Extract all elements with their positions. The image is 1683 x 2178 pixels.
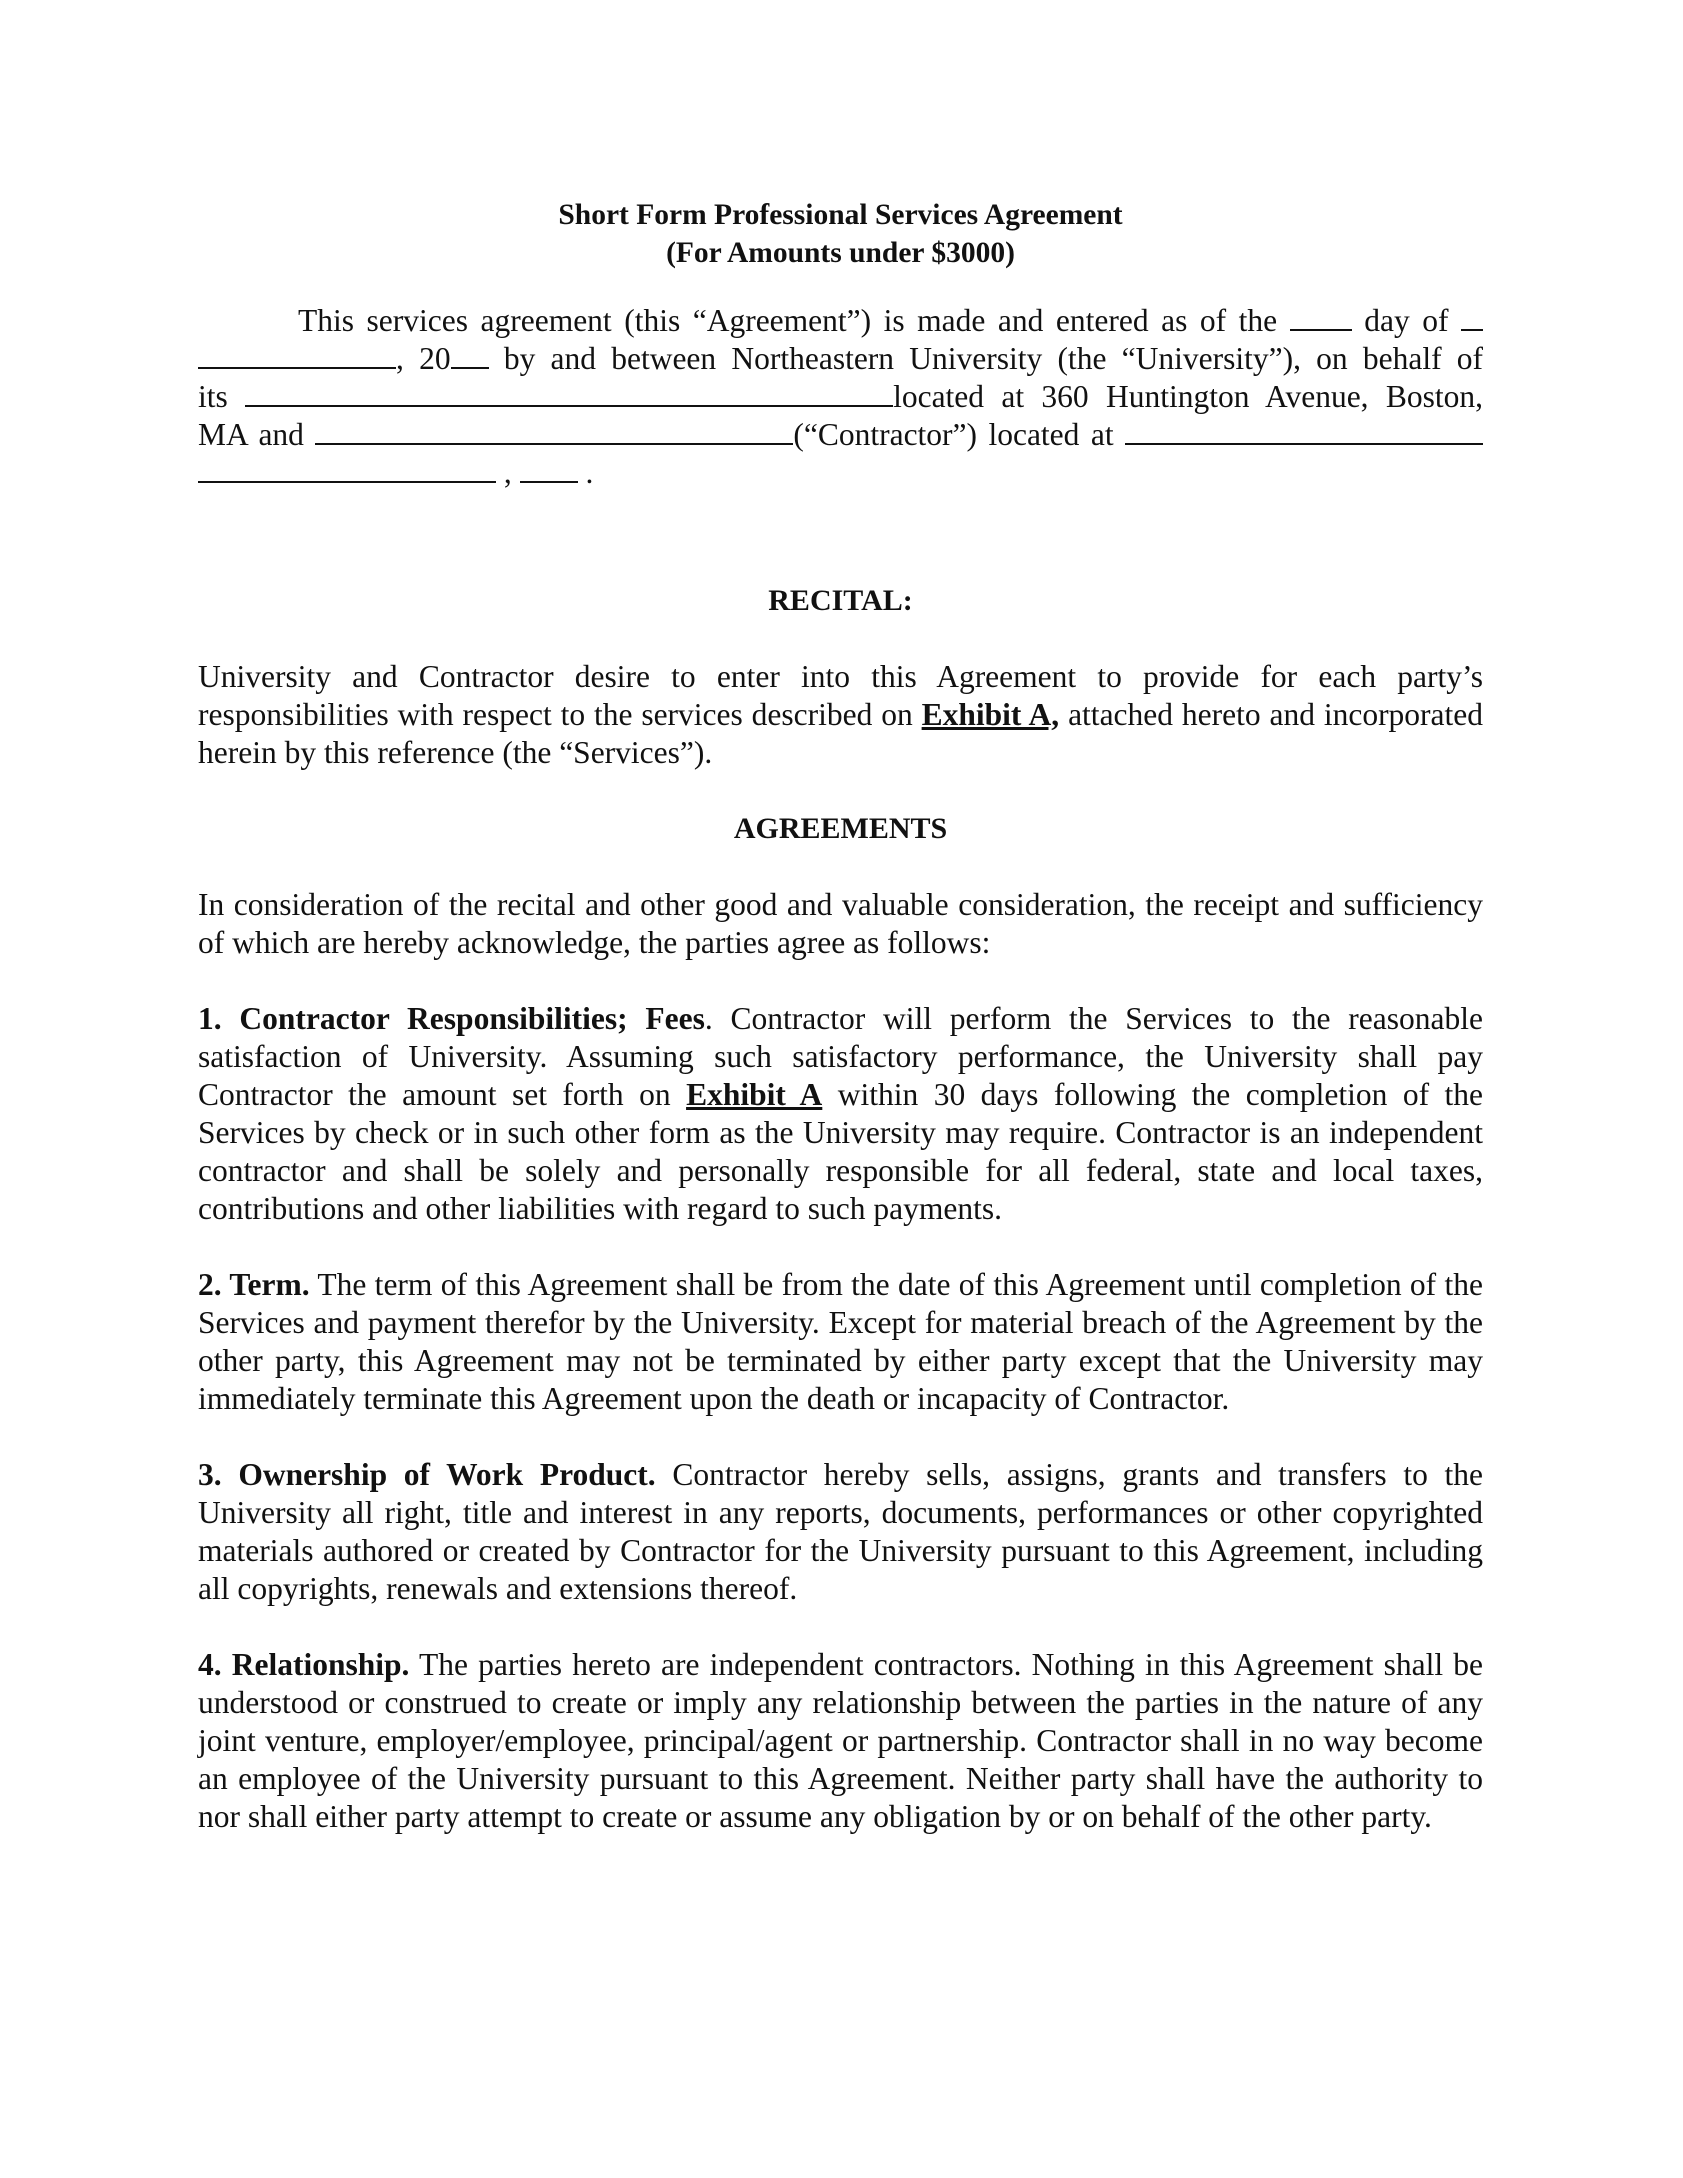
document-page [198,196,1483,1836]
recital-paragraph [198,658,1483,772]
intro-line-3 [198,378,1483,416]
city-blank[interactable] [198,455,496,483]
intro-line-5 [198,454,1483,492]
agreements-heading: AGREEMENTS [733,812,948,845]
intro-paragraph [198,302,1483,492]
intro-text-4a: MA and [198,417,304,452]
intro-text-1a: This services agreement (this “Agreement”) is made and entered as of the [298,303,1278,338]
section-2-paragraph [198,1266,1483,1418]
section-1-text-b: within 30 days following the completion of the Services by check or in such other form as the University may require. Contractor is an independent contractor and shall be solely and personally responsible for all federal, state and local taxes, contributions and other liabilities with regard to such payments. [198,1077,1484,1226]
section-3-title: 3. Ownership of Work Product. [198,1457,656,1492]
intro-text-5b: . [585,455,594,490]
section-4-title: 4. Relationship. [198,1647,410,1682]
month-blank[interactable] [198,341,396,369]
title-line-2: (For Amounts under $3000) [666,237,1015,269]
section-4-text: The parties hereto are independent contractors. Nothing in this Agreement shall be understood or construed to create or imply any relationship between the parties in the nature of any joint venture, employer/employee, principal/agent or partnership. Contractor shall in no way become an employee of the University pursuant to this Agreement. Neither party shall have the authority to nor shall either party attempt to create or assume any obligation by or on behalf of the other party. [198,1647,1483,1834]
section-1-text-a: . Contractor will perform the Services to the reasonable satisfaction of University. Assuming such satisfactory performance, the University shall pay Contractor the amount set forth on [198,1001,1483,1112]
intro-text-2a: , 20 [396,341,451,376]
intro-text-3a: its [198,379,228,414]
recital-text-before: University and Contractor desire to enter into this Agreement to provide for each party’s responsibilities with respect to the services described on [198,659,1483,732]
day-blank[interactable] [1290,303,1352,331]
agreements-intro-paragraph: In consideration of the recital and other good and valuable consideration, the receipt and sufficiency of which are hereby acknowledge, the parties agree as follows: [198,887,1483,960]
recital-text-after: attached hereto and incorporated herein by this reference (the “Services”). [198,697,1484,770]
section-2-text: The term of this Agreement shall be from the date of this Agreement until completion of the Services and payment therefor by the University. Except for material breach of the Agreement by the other party, this Agreement may not be terminated by either party except that the University may immediately terminate this Agreement upon the death or incapacity of Contractor. [198,1267,1483,1416]
section-4-paragraph [198,1646,1483,1836]
intro-line-4 [198,416,1483,454]
month-blank-start[interactable] [1461,303,1483,331]
recital-heading: RECITAL: [768,584,913,617]
contractor-address-blank[interactable] [1125,417,1483,445]
intro-line-1 [198,302,1483,340]
section-3-text: Contractor hereby sells, assigns, grants and transfers to the University all right, title and interest in any reports, documents, performances or other copyrighted materials authored or created by Contractor for the University pursuant to this Agreement, including all copyrights, renewals and extensions thereof. [198,1457,1484,1606]
section-1-paragraph [198,1000,1483,1228]
title-line-1: Short Form Professional Services Agreement [558,199,1123,231]
year-blank[interactable] [451,341,489,369]
intro-text-1b: day of [1364,303,1449,338]
recital-exhibit-reference: Exhibit A, [921,697,1060,732]
section-2-title: 2. Term. [198,1267,310,1302]
intro-line-2 [198,340,1483,378]
section-3-paragraph [198,1456,1483,1608]
intro-text-2b: by and between Northeastern University (the “University”), on behalf of [503,341,1484,376]
section-1-title: 1. Contractor Responsibilities; Fees [198,1001,705,1036]
intro-text-4b: (“Contractor”) located at [793,417,1114,452]
section-1-exhibit-reference: Exhibit A [686,1077,823,1112]
document-title [198,196,1483,272]
intro-text-5a: , [503,455,512,490]
state-blank[interactable] [520,455,578,483]
intro-text-3b: located at 360 Huntington Avenue, Boston, [893,379,1484,414]
contractor-name-blank[interactable] [315,417,793,445]
department-blank[interactable] [245,379,893,407]
